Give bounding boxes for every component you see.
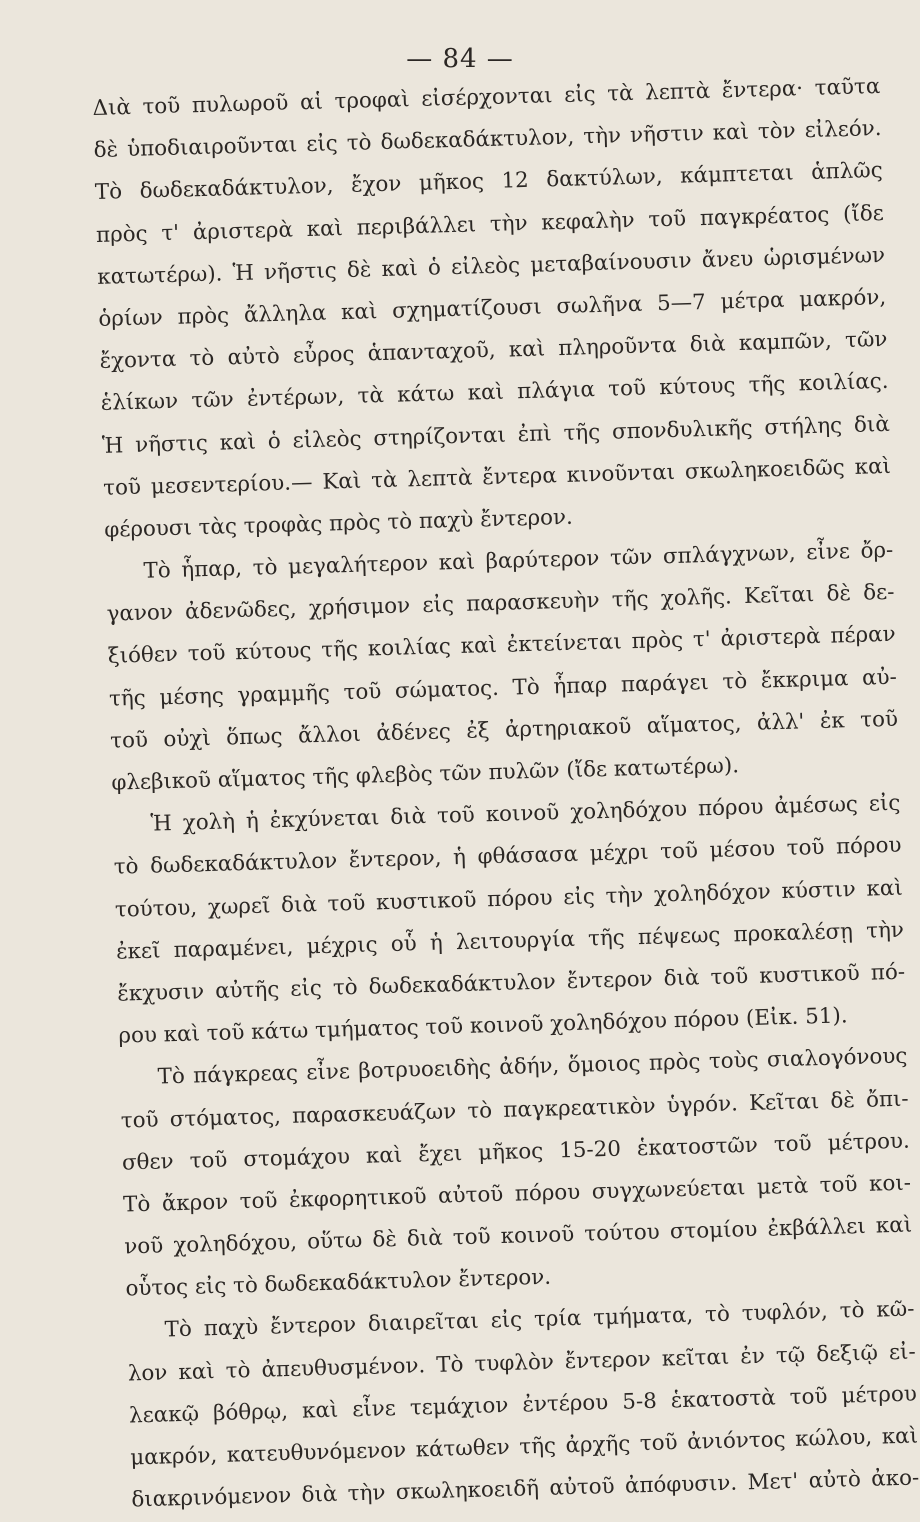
text-line: τοῦ οὐχὶ ὅπως ἄλλοι ἀδένες ἐξ ἀρτηριακοῦ αἵματος, ἀλλ' ἐκ τοῦ [109,706,899,754]
text-line: πρὸς τ' ἀριστερὰ καὶ περιβάλλει τὴν κεφαλὴν τοῦ παγκρέατος (ἴδε [95,200,885,248]
text-line: ἑλίκων τῶν ἐντέρων, τὰ κάτω καὶ πλάγια τοῦ κύτους τῆς κοιλίας. [100,369,889,417]
text-line: τὸ δωδεκαδάκτυλον ἔντερον, ἡ φθάσασα μέχρι τοῦ μέσου τοῦ πόρου [113,833,902,881]
text-line: φλεβικοῦ αἵματος τῆς φλεβὸς τῶν πυλῶν (ἴδε κατωτέρω). [111,753,740,796]
text-line: Ἡ νῆστις καὶ ὁ εἰλεὸς στηρίζονται ἐπὶ τῆς σπονδυλικῆς στήλης διὰ [101,411,891,459]
text-line: Ἡ χολὴ ἡ ἐκχύνεται διὰ τοῦ κοινοῦ χοληδόχου πόρου ἀμέσως εἰς [150,790,901,837]
text-line: ὁρίων πρὸς ἄλληλα καὶ σχηματίζουσι σωλῆνα 5—7 μέτρα μακρόν, [98,284,887,332]
text-line: Τὸ ἄκρον τοῦ ἐκφορητικοῦ αὐτοῦ πόρου συγχωνεύεται μετὰ τοῦ κοι- [122,1170,912,1218]
page-number: — 84 — [406,44,514,74]
body-text [92,66,920,1522]
text-line: δὲ ὑποδιαιροῦνται εἰς τὸ δωδεκαδάκτυλον, τὴν νῆστιν καὶ τὸν εἰλεόν. [93,116,882,164]
text-line: ἔχοντα τὸ αὐτὸ εὖρος ἁπανταχοῦ, καὶ πληροῦντα διὰ καμπῶν, τῶν [99,327,888,375]
text-line: διακρινόμενον διὰ τὴν σκωληκοειδῆ αὐτοῦ ἀπόφυσιν. Μετ' αὐτὸ ἀκο- [131,1465,920,1513]
text-line: Τὸ ἧπαρ, τὸ μεγαλήτερον καὶ βαρύτερον τῶν σπλάγχνων, εἶνε ὄρ- [143,537,894,584]
text-line: τοῦ μεσεντερίου.— Καὶ τὰ λεπτὰ ἔντερα κινοῦνται σκωληκοειδῶς καὶ [102,453,892,501]
text-line: ξιόθεν τοῦ κύτους τῆς κοιλίας καὶ ἐκτείνεται πρὸς τ' ἀριστερὰ πέραν [107,622,896,670]
text-line: Τὸ δωδεκαδάκτυλον, ἔχον μῆκος 12 δακτύλων, κάμπτεται ἁπλῶς [94,158,883,206]
text-line: μακρόν, κατευθυνόμενον κάτωθεν τῆς ἀρχῆς τοῦ ἀνιόντος κώλου, καὶ [129,1423,919,1471]
text-line: ἔκχυσιν αὐτῆς εἰς τὸ δωδεκαδάκτυλον ἔντερον διὰ τοῦ κυστικοῦ πό- [116,959,906,1007]
text-line: τούτου, χωρεῖ διὰ τοῦ κυστικοῦ πόρου εἰς τὴν χοληδόχον κύστιν καὶ [114,875,903,923]
text-line: γανον ἀδενῶδες, χρήσιμον εἰς παρασκευὴν τῆς χολῆς. Κεῖται δὲ δε- [106,580,895,628]
text-line: φέρουσι τὰς τροφὰς πρὸς τὸ παχὺ ἔντερον. [104,504,574,543]
text-line: λεακῷ βόθρῳ, καὶ εἶνε τεμάχιον ἐντέρου 5-8 ἑκατοστὰ τοῦ μέτρου [128,1381,918,1429]
text-line: Διὰ τοῦ πυλωροῦ αἱ τροφαὶ εἰσέρχονται εἰς τὰ λεπτὰ ἔντερα· ταῦτα [92,73,881,121]
text-line: κατωτέρω). Ἡ νῆστις δὲ καὶ ὁ εἰλεὸς μεταβαίνουσιν ἄνευ ὡρισμένων [96,242,886,290]
text-line: τοῦ στόματος, παρασκευάζων τὸ παγκρεατικὸν ὑγρόν. Κεῖται δὲ ὄπι- [120,1086,909,1134]
text-line: Τὸ πάγκρεας εἶνε βοτρυοειδὴς ἀδήν, ὅμοιος πρὸς τοὺς σιαλογόνους [157,1043,908,1090]
text-line: οὗτος εἰς τὸ δωδεκαδάκτυλον ἔντερον. [125,1264,552,1302]
text-line: ρου καὶ τοῦ κάτω τμήματος τοῦ κοινοῦ χοληδόχου πόρου (Εἰκ. 51). [118,1003,848,1049]
text-line: λον καὶ τὸ ἀπευθυσμένον. Τὸ τυφλὸν ἔντερον κεῖται ἐν τῷ δεξιῷ εἰ- [127,1339,916,1387]
text-line: νοῦ χοληδόχου, οὕτω δὲ διὰ τοῦ κοινοῦ τούτου στομίου ἐκβάλλει καὶ [124,1212,913,1260]
text-line: ἐκεῖ παραμένει, μέχρις οὗ ἡ λειτουργία τῆς πέψεως προκαλέσῃ τὴν [115,917,905,965]
text-line: Τὸ παχὺ ἔντερον διαιρεῖται εἰς τρία τμήματα, τὸ τυφλόν, τὸ κῶ- [164,1296,915,1343]
text-line: τῆς μέσης γραμμῆς τοῦ σώματος. Τὸ ἧπαρ παράγει τὸ ἔκκριμα αὐ- [108,664,898,712]
text-line: σθεν τοῦ στομάχου καὶ ἔχει μῆκος 15-20 ἑκατοστῶν τοῦ μέτρου. [121,1128,911,1176]
